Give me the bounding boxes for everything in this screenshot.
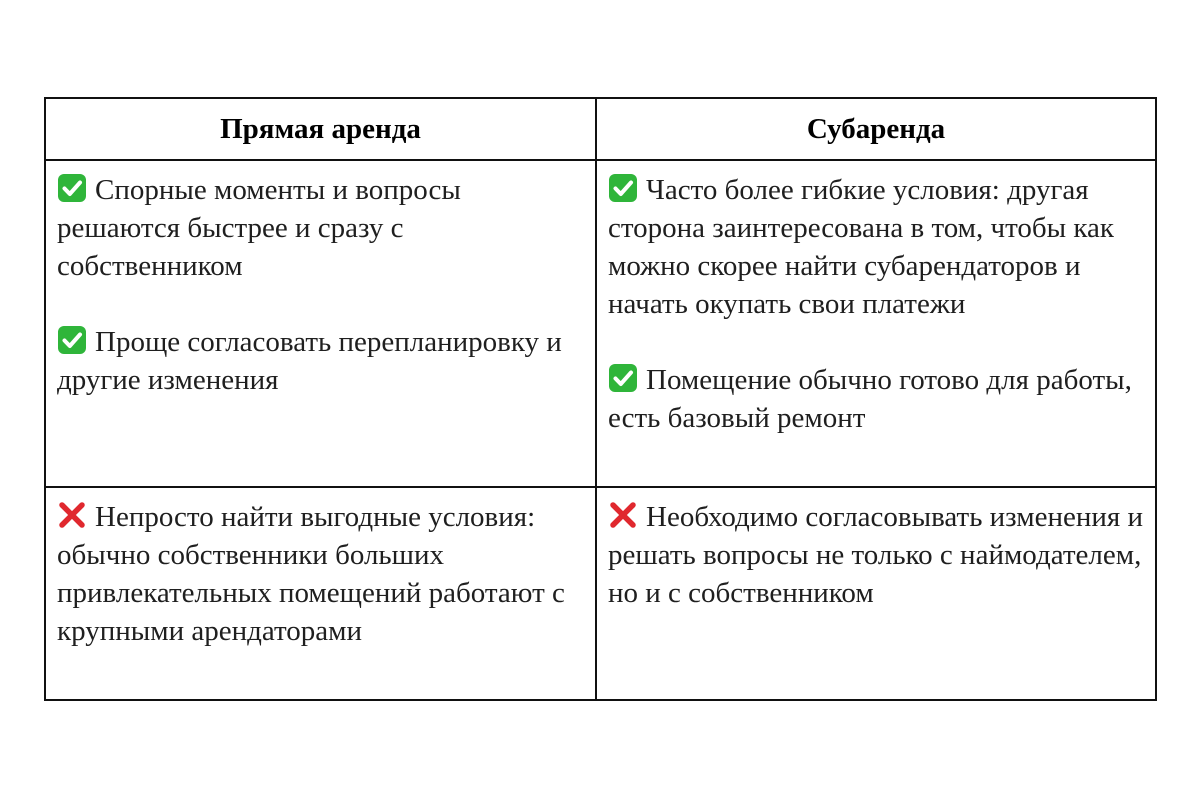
cons-row: [45, 487, 1156, 700]
comparison-table: [44, 97, 1157, 701]
pro-text: Часто более гибкие условия: другая сторона заинтересована в том, чтобы как можно скорее найти субарендаторов и начать окупать свои платежи: [608, 174, 1115, 320]
check-mark-button-icon: [608, 173, 638, 203]
pro-text: Проще согласовать перепланировку и другие изменения: [57, 326, 562, 396]
con-item: [57, 498, 583, 650]
direct-lease-cons-cell: [45, 487, 596, 700]
direct-lease-pros-cell: [45, 160, 596, 487]
pros-row: [45, 160, 1156, 487]
pro-item: [57, 323, 583, 399]
pro-text: Помещение обычно готово для работы, есть базовый ремонт: [608, 364, 1132, 434]
sublease-cons-cell: [596, 487, 1156, 700]
check-mark-button-icon: [608, 363, 638, 393]
header-direct-lease: Прямая аренда: [45, 98, 596, 160]
con-text: Необходимо согласовывать изменения и решать вопросы не только с наймодателем, но и с собственником: [608, 501, 1143, 609]
pro-item: [57, 171, 583, 285]
pro-item: [608, 171, 1143, 323]
pro-item: [608, 361, 1143, 437]
check-mark-button-icon: [57, 173, 87, 203]
cross-mark-icon: [608, 500, 638, 530]
header-sublease: Субаренда: [596, 98, 1156, 160]
header-row: [45, 98, 1156, 160]
sublease-pros-cell: [596, 160, 1156, 487]
pro-text: Спорные моменты и вопросы решаются быстрее и сразу с собственником: [57, 174, 461, 282]
check-mark-button-icon: [57, 325, 87, 355]
cross-mark-icon: [57, 500, 87, 530]
con-item: [608, 498, 1143, 612]
con-text: Непросто найти выгодные условия: обычно собственники больших привлекательных помещений работают с крупными арендаторами: [57, 501, 565, 647]
